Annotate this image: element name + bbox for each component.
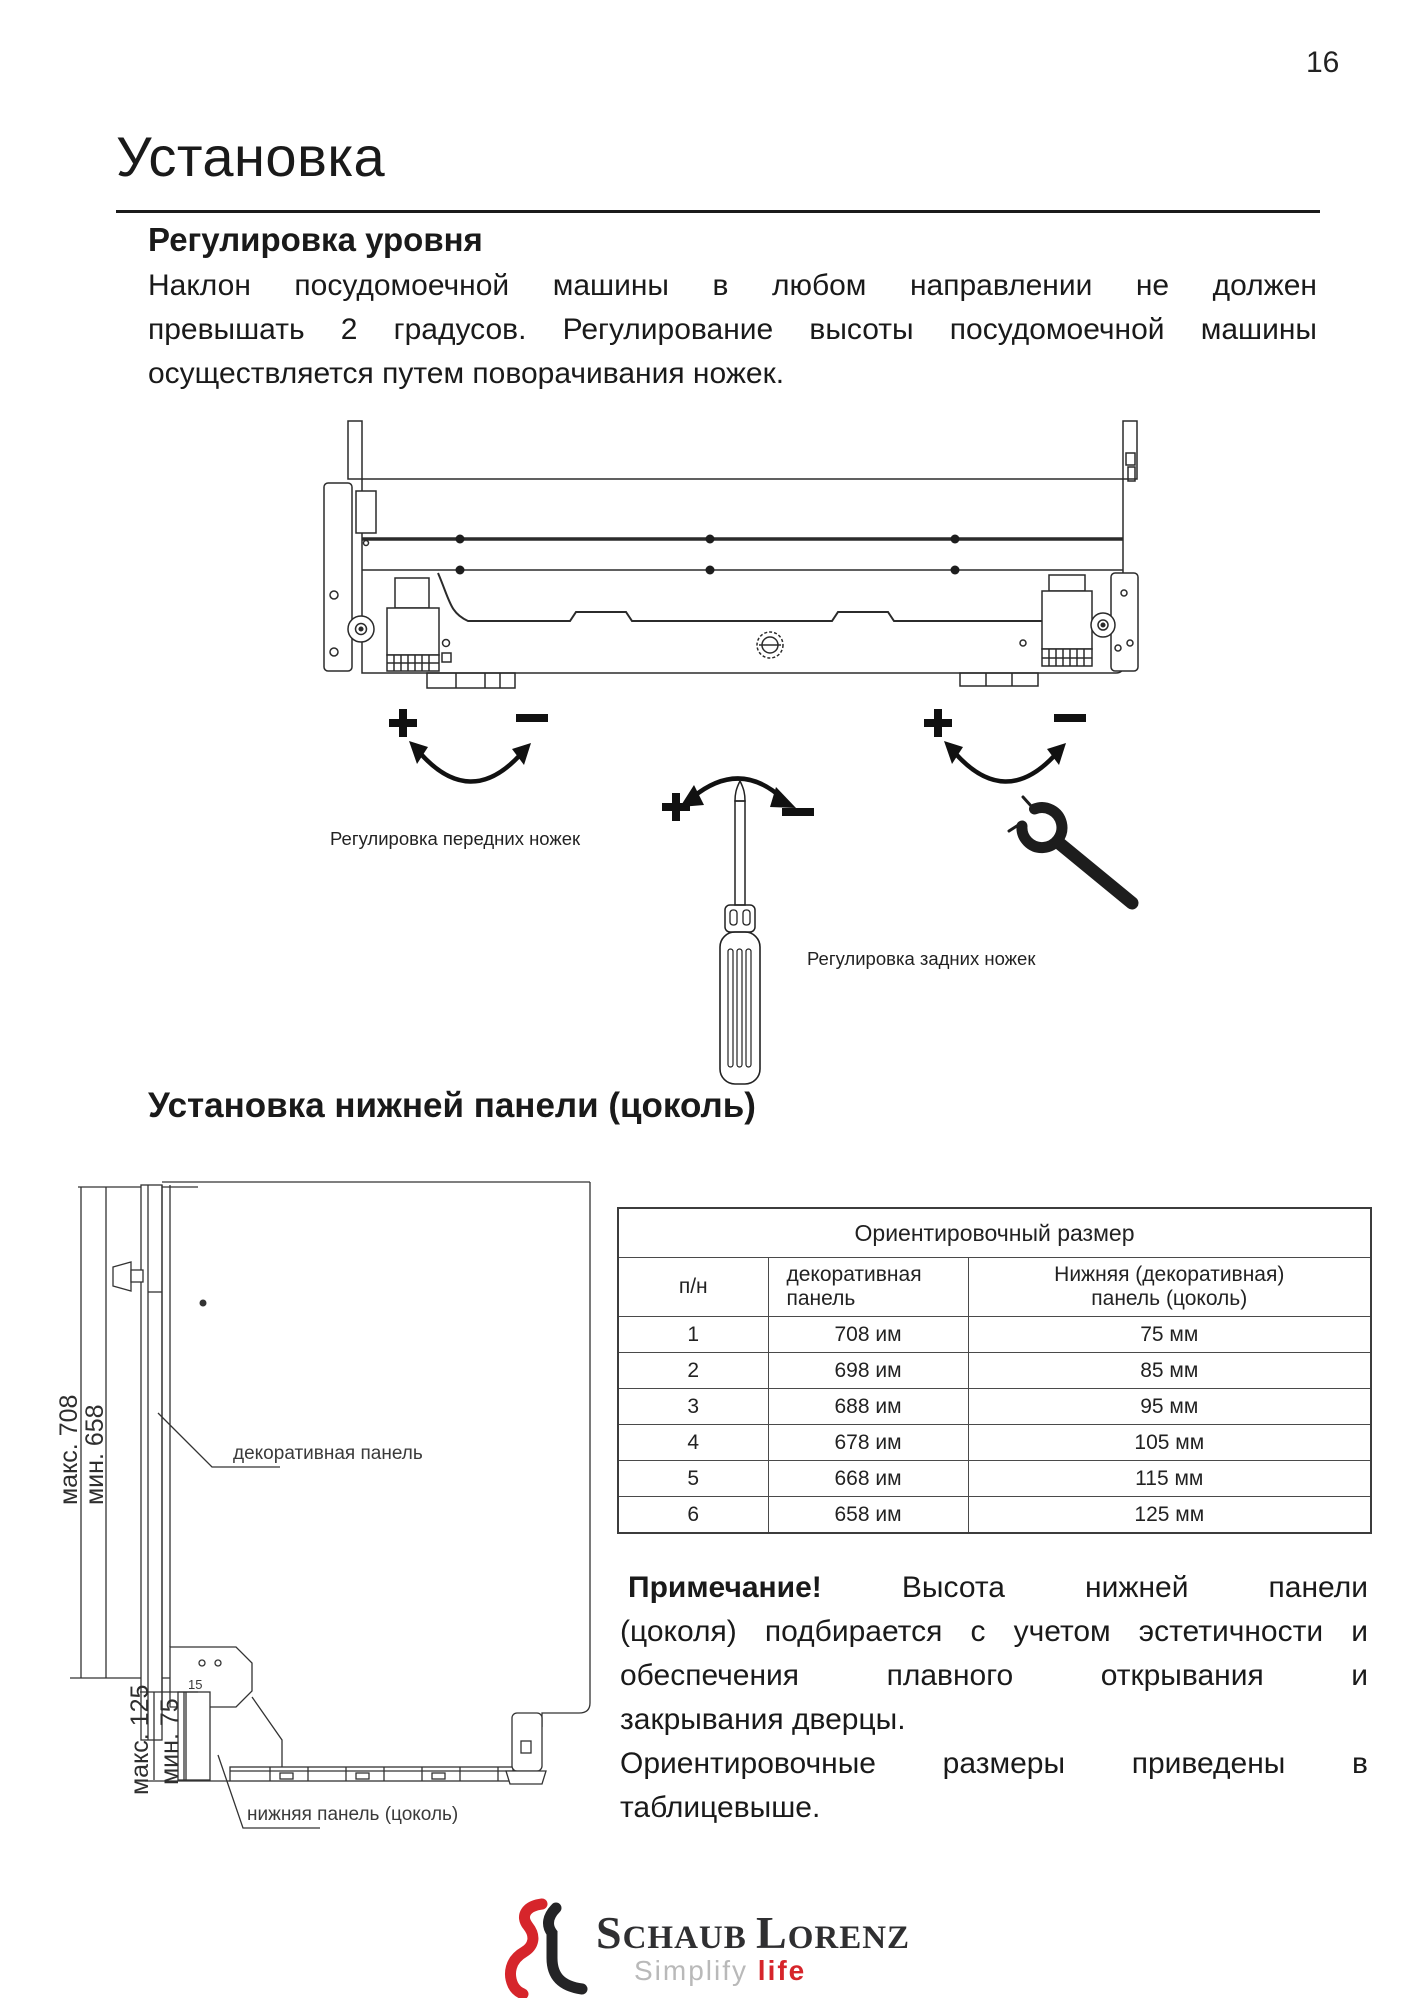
cell-decor: 708 им [768, 1317, 968, 1353]
note-line: таблицевыше. [620, 1791, 821, 1824]
decorative-panel-label: декоративная панель [233, 1443, 423, 1464]
table-title-row [618, 1208, 1371, 1258]
schaub-lorenz-logo-icon [500, 1896, 592, 1998]
table-row [618, 1425, 1371, 1461]
brand-name: SCHAUB LORENZ [596, 1907, 911, 1958]
note-line: Примечание! Высота нижней панели [628, 1571, 1368, 1604]
cell-plinth: 115 мм [968, 1461, 1371, 1497]
screwdriver-icon [662, 778, 814, 1084]
table-row [618, 1317, 1371, 1353]
front-feet-rotation-arrows-right [924, 709, 1086, 782]
cell-decor: 658 им [768, 1497, 968, 1534]
table-title: Ориентировочный размер [618, 1208, 1371, 1258]
cell-decor: 698 им [768, 1353, 968, 1389]
cell-decor: 688 им [768, 1389, 968, 1425]
section-heading-leveling: Регулировка уровня [148, 221, 483, 258]
note-line: (цоколя) подбирается с учетом эстетичности и [620, 1615, 1368, 1648]
cell-plinth: 85 мм [968, 1353, 1371, 1389]
page-title: Установка [116, 125, 386, 188]
section-body-leveling [148, 264, 1317, 396]
table-row [618, 1353, 1371, 1389]
cell-decor: 678 им [768, 1425, 968, 1461]
plinth-figure [50, 1155, 595, 1880]
dim-15: 15 [188, 1677, 203, 1692]
dim-min-75: мин. 75 [156, 1698, 184, 1785]
table-row [618, 1461, 1371, 1497]
wrench-icon [1009, 797, 1132, 903]
col-header-decor: декоративная панель [768, 1258, 968, 1317]
cell-num: 1 [618, 1317, 768, 1353]
cell-plinth: 125 мм [968, 1497, 1371, 1534]
cell-num: 6 [618, 1497, 768, 1534]
bottom-panel-label: нижняя панель (цоколь) [247, 1804, 459, 1825]
col-header-num: п/н [618, 1258, 768, 1317]
front-feet-rotation-arrows-left [389, 709, 548, 782]
body-line: Наклон посудомоечной машины в любом направлении не должен [148, 269, 1317, 302]
reference-size-table [617, 1207, 1372, 1534]
note-line: Ориентировочные размеры приведены в [620, 1747, 1368, 1780]
note-label: Примечание! [628, 1571, 822, 1604]
dim-min-658: мин. 658 [81, 1404, 109, 1505]
page-number: 16 [1306, 46, 1340, 79]
note-line: обеспечения плавного открывания и [620, 1659, 1368, 1692]
cell-num: 3 [618, 1389, 768, 1425]
leveling-figure [270, 415, 1175, 1090]
plus-icon [924, 709, 952, 737]
front-feet-label: Регулировка передних ножек [330, 828, 581, 849]
arrowhead-icon [680, 785, 704, 807]
dim-max-125: макс. 125 [126, 1684, 154, 1795]
plus-icon [662, 793, 690, 821]
rear-feet-label: Регулировка задних ножек [807, 948, 1036, 969]
dim-max-708: макс. 708 [55, 1394, 83, 1505]
brand-tagline: Simplify life [634, 1955, 807, 1986]
body-line: осуществляется путем поворачивания ножек. [148, 357, 785, 390]
cell-decor: 668 им [768, 1461, 968, 1497]
cell-plinth: 105 мм [968, 1425, 1371, 1461]
table-row [618, 1389, 1371, 1425]
cell-num: 2 [618, 1353, 768, 1389]
body-line: превышать 2 градусов. Регулирование высоты посудомоечной машины [148, 313, 1317, 346]
section-heading-plinth: Установка нижней панели (цоколь) [148, 1086, 756, 1125]
cell-num: 5 [618, 1461, 768, 1497]
plus-icon [389, 709, 417, 737]
col-header-plinth: Нижняя (декоративная) панель (цоколь) [968, 1258, 1371, 1317]
cell-plinth: 75 мм [968, 1317, 1371, 1353]
note-line: закрывания дверцы. [620, 1703, 906, 1736]
cell-plinth: 95 мм [968, 1389, 1371, 1425]
table-header-row [618, 1258, 1371, 1317]
note-paragraph [620, 1566, 1368, 1830]
title-rule [116, 210, 1320, 213]
table-row [618, 1497, 1371, 1534]
cell-num: 4 [618, 1425, 768, 1461]
dishwasher-base-drawing [324, 421, 1138, 688]
